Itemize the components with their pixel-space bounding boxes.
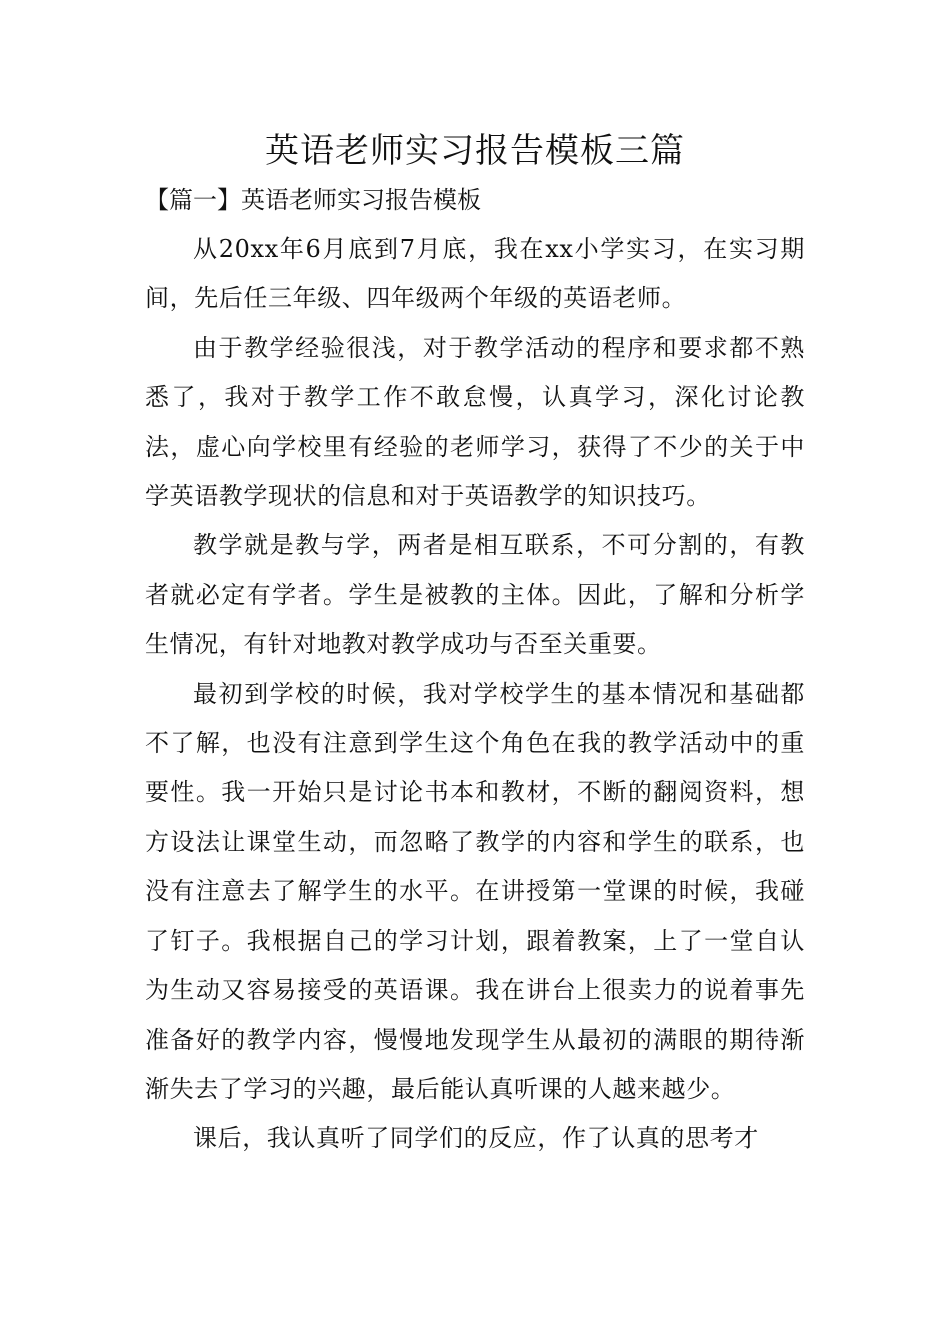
paragraph-2: 由于教学经验很浅，对于教学活动的程序和要求都不熟悉了，我对于教学工作不敢怠慢，认真学习，深化讨论教法，虚心向学校里有经验的老师学习，获得了不少的关于中学英语教学现状的信息和对于英语教学的知识技巧。 [145,333,805,511]
body-text [145,225,805,1164]
paragraph-4: 最初到学校的时候，我对学校学生的基本情况和基础都不了解，也没有注意到学生这个角色在我的教学活动中的重要性。我一开始只是讨论书本和教材，不断的翻阅资料，想方设法让课堂生动，而忽略了教学的内容和学生的联系，也没有注意去了解学生的水平。在讲授第一堂课的时候，我碰了钉子。我根据自己的学习计划，跟着教案，上了一堂自认为生动又容易接受的英语课。我在讲台上很卖力的说着事先准备好的教学内容，慢慢地发现学生从最初的满眼的期待渐渐失去了学习的兴趣，最后能认真听课的人越来越少。 [145,679,805,1103]
document-title: 英语老师实习报告模板三篇 [265,131,685,171]
paragraph-3: 教学就是教与学，两者是相互联系，不可分割的，有教者就必定有学者。学生是被教的主体。因此，了解和分析学生情况，有针对地教对教学成功与否至关重要。 [145,531,805,659]
section-heading: 【篇一】英语老师实习报告模板 [145,186,481,214]
paragraph-1: 从20xx年6月底到7月底，我在xx小学实习，在实习期间，先后任三年级、四年级两个年级的英语老师。 [145,235,805,313]
paragraph-5: 课后，我认真听了同学们的反应，作了认真的思考才 [193,1124,759,1153]
